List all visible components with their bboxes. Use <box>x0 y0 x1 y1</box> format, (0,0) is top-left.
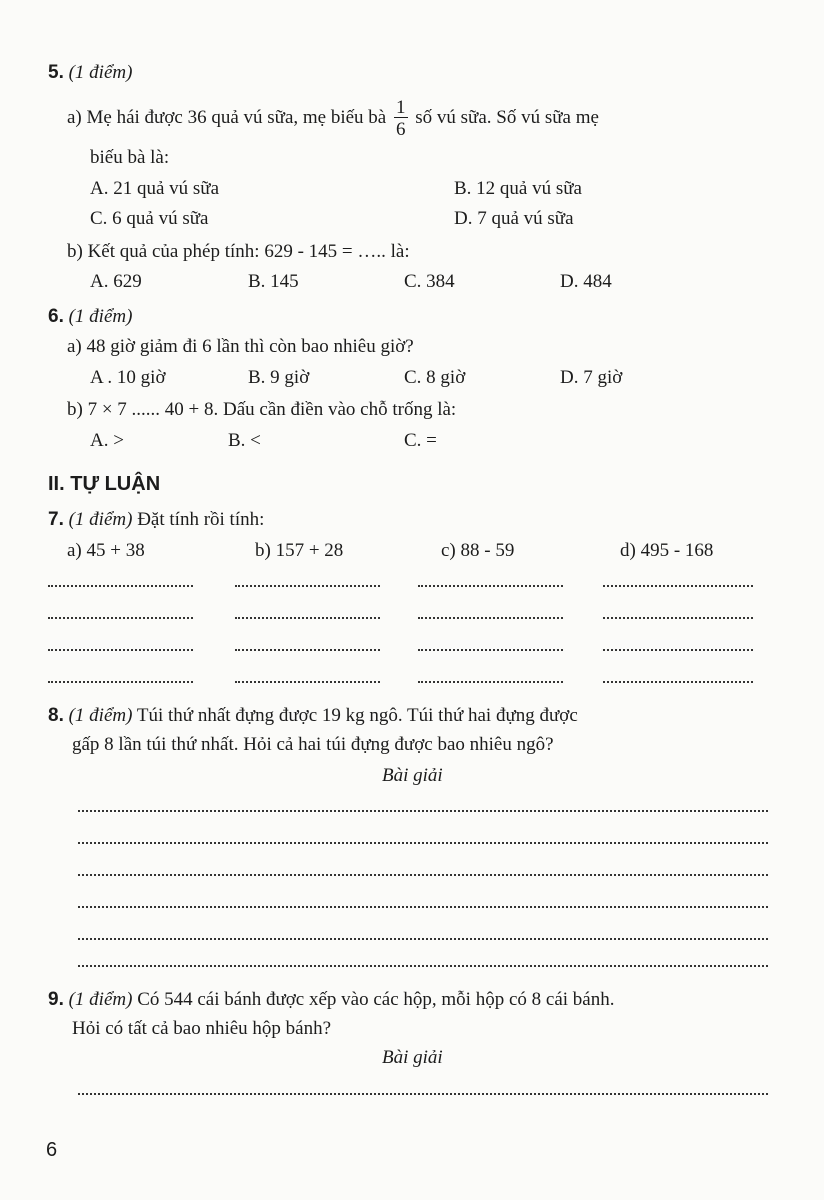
q5a-option-c[interactable]: C. 6 quả vú sữa <box>90 208 209 229</box>
q6a-option-c[interactable]: C. 8 giờ <box>404 367 466 388</box>
q6a-option-b[interactable]: B. 9 giờ <box>248 367 310 388</box>
q7-answer-line[interactable] <box>603 585 753 587</box>
q8-answer-line[interactable] <box>78 874 768 876</box>
q6a-question: a) 48 giờ giảm đi 6 lần thì còn bao nhiêu giờ? <box>67 336 414 357</box>
q9-solution-label: Bài giải <box>382 1047 443 1068</box>
q6b-question: b) 7 × 7 ...... 40 + 8. Dấu cần điền vào chỗ trống là: <box>67 399 457 420</box>
q6b-option-c[interactable]: C. = <box>404 430 437 451</box>
q5a-question-line1 <box>67 98 777 139</box>
q6a-option-d[interactable]: D. 7 giờ <box>560 367 623 388</box>
q7-answer-line[interactable] <box>48 585 193 587</box>
q7-answer-line[interactable] <box>235 649 380 651</box>
q5b-option-a[interactable]: A. 629 <box>90 271 142 292</box>
q6-points: (1 điểm) <box>68 306 133 327</box>
q9-line1 <box>48 989 614 1011</box>
q7-number: 7. <box>48 509 64 530</box>
q5a-fraction-numerator: 1 <box>396 97 406 118</box>
q5a-text-part2: số vú sữa. Số vú sữa mẹ <box>415 106 599 128</box>
q9-text-line1: Có 544 cái bánh được xếp vào các hộp, mỗi hộp có 8 cái bánh. <box>137 989 615 1010</box>
q7-answer-line[interactable] <box>603 681 753 683</box>
q5a-fraction <box>394 98 408 139</box>
q8-answer-line[interactable] <box>78 842 768 844</box>
q7-answer-line[interactable] <box>418 649 563 651</box>
q5a-option-d[interactable]: D. 7 quả vú sữa <box>454 208 574 229</box>
q8-answer-line[interactable] <box>78 965 768 967</box>
q6b-option-b[interactable]: B. < <box>228 430 261 451</box>
q8-solution-label: Bài giải <box>382 765 443 786</box>
q8-line1 <box>48 705 578 727</box>
q9-text-line2: Hỏi có tất cả bao nhiêu hộp bánh? <box>72 1018 332 1039</box>
q7-points: (1 điểm) <box>68 509 133 530</box>
q5a-question-line2: biếu bà là: <box>90 147 170 168</box>
q9-points: (1 điểm) <box>68 989 133 1010</box>
q8-number: 8. <box>48 705 64 726</box>
q6-number: 6. <box>48 306 64 327</box>
q8-points: (1 điểm) <box>68 705 133 726</box>
q7-answer-line[interactable] <box>235 617 380 619</box>
q5b-option-d[interactable]: D. 484 <box>560 271 612 292</box>
q8-answer-line[interactable] <box>78 810 768 812</box>
q5a-text-part1: a) Mẹ hái được 36 quả vú sữa, mẹ biếu bà <box>67 106 387 128</box>
q8-text-line2: gấp 8 lần túi thứ nhất. Hỏi cả hai túi đựng được bao nhiêu ngô? <box>72 734 554 755</box>
q5b-option-b[interactable]: B. 145 <box>248 271 299 292</box>
q5b-question: b) Kết quả của phép tính: 629 - 145 = ….. là: <box>67 241 410 262</box>
q7-answer-line[interactable] <box>418 585 563 587</box>
q7-answer-line[interactable] <box>418 617 563 619</box>
q5-number: 5. <box>48 62 64 83</box>
q7-item-b: b) 157 + 28 <box>255 540 344 561</box>
q5-points: (1 điểm) <box>68 62 133 83</box>
q7-answer-line[interactable] <box>603 649 753 651</box>
q7-heading <box>48 509 264 531</box>
q8-answer-line[interactable] <box>78 938 768 940</box>
q7-answer-line[interactable] <box>235 681 380 683</box>
q5-heading <box>48 62 132 84</box>
q7-item-d: d) 495 - 168 <box>620 540 714 561</box>
q7-answer-line[interactable] <box>418 681 563 683</box>
q6b-option-a[interactable]: A. > <box>90 430 124 451</box>
q8-answer-line[interactable] <box>78 906 768 908</box>
q5a-fraction-denominator: 6 <box>396 119 406 140</box>
q7-answer-line[interactable] <box>603 617 753 619</box>
q7-item-c: c) 88 - 59 <box>441 540 515 561</box>
q7-answer-line[interactable] <box>48 617 193 619</box>
q9-number: 9. <box>48 989 64 1010</box>
q7-item-a: a) 45 + 38 <box>67 540 145 561</box>
q6a-option-a[interactable]: A . 10 giờ <box>90 367 166 388</box>
q6-heading <box>48 306 132 328</box>
page-number: 6 <box>46 1139 58 1161</box>
q7-answer-line[interactable] <box>48 649 193 651</box>
q7-answer-line[interactable] <box>48 681 193 683</box>
q7-text: Đặt tính rồi tính: <box>137 509 265 530</box>
q5a-option-b[interactable]: B. 12 quả vú sữa <box>454 178 582 199</box>
q5a-option-a[interactable]: A. 21 quả vú sữa <box>90 178 220 199</box>
q7-answer-line[interactable] <box>235 585 380 587</box>
q5b-option-c[interactable]: C. 384 <box>404 271 455 292</box>
section-title: II. TỰ LUẬN <box>48 473 161 495</box>
q8-text-line1: Túi thứ nhất đựng được 19 kg ngô. Túi thứ hai đựng được <box>136 705 578 726</box>
q9-answer-line[interactable] <box>78 1093 768 1095</box>
